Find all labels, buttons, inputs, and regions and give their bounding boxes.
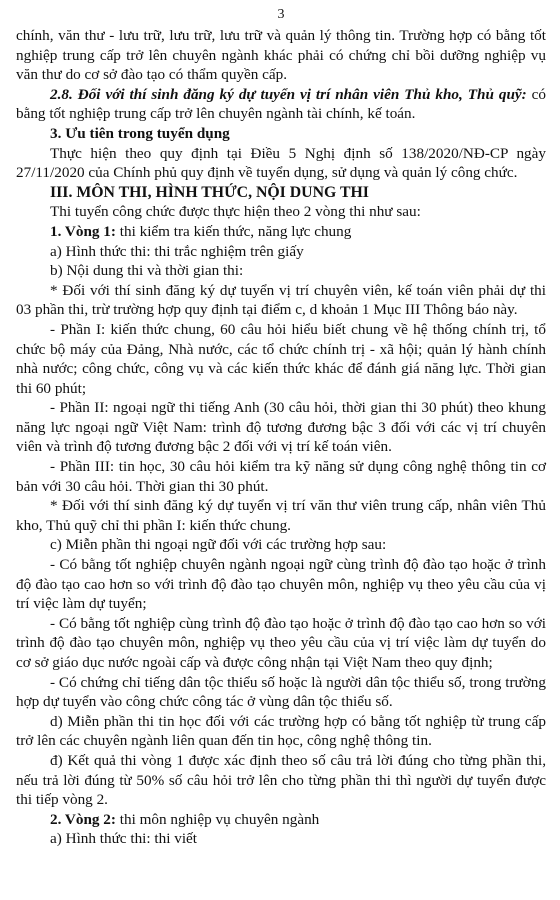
text-segment: a) Hình thức thi: thi trắc nghiệm trên giấy <box>50 242 304 260</box>
text-segment: - Có bằng tốt nghiệp chuyên ngành ngoại ngữ cùng trình độ đào tạo hoặc ở trình độ đào tạo cao hơn so với trình độ đào tạo chuyên môn, nghiệp vụ theo yêu cầu của vị trí việc làm dự tuyển; <box>16 556 546 613</box>
page-number: 3 <box>277 7 285 22</box>
exemption-language-heading <box>16 535 546 555</box>
text-segment: - Có chứng chỉ tiếng dân tộc thiểu số hoặc là người dân tộc thiểu số, trong trường hợp dự tuyển vào công chức công tác ở vùng dân tộc thiểu số. <box>16 673 546 711</box>
document-body <box>16 26 546 849</box>
text-segment: thi kiểm tra kiến thức, năng lực chung <box>115 222 352 240</box>
heading-iii-exam <box>16 183 546 203</box>
round-1-format <box>16 242 546 262</box>
text-segment: - Phần II: ngoại ngữ thi tiếng Anh (30 câu hỏi, thời gian thi 30 phút) theo khung năng lực ngoại ngữ Việt Nam: trình độ tương đương bậc 3 đối với các vị trí chuyên viên và trình độ tương đương bậc 2 đối với vị trí kế toán viên. <box>16 399 546 456</box>
exemption-it-paragraph <box>16 712 546 751</box>
text-segment: đ) Kết quả thi vòng 1 được xác định theo số câu trả lời đúng cho từng phần thi, nếu trả lời đúng từ 50% số câu hỏi trở lên cho từng phần thi thì người dự tuyển được thi tiếp vòng 2. <box>16 751 546 809</box>
round-2-heading <box>16 810 546 830</box>
round-1-heading <box>16 222 546 242</box>
text-segment: 2. Vòng 2: <box>50 810 116 828</box>
text-segment: 3. Ưu tiên trong tuyển dụng <box>50 124 230 142</box>
exemption-item-3 <box>16 673 546 712</box>
part-i-paragraph <box>16 320 546 398</box>
exemption-item-1 <box>16 555 546 614</box>
text-segment: Thực hiện theo quy định tại Điều 5 Nghị định số 138/2020/NĐ-CP ngày 27/11/2020 của Chính phủ quy định về tuyển dụng, sử dụng và quản lý công chức. <box>16 144 546 182</box>
text-segment: chính, văn thư - lưu trữ, lưu trữ, lưu trữ và quản lý thông tin. Trường hợp có bằng tốt nghiệp trung cấp trở lên chuyên ngành khác phải có chứng chỉ bồi dưỡng nghiệp vụ văn thư do cơ sở đào tạo có thẩm quyền cấp. <box>16 27 546 84</box>
text-segment: - Phần I: kiến thức chung, 60 câu hỏi hiểu biết chung về hệ thống chính trị, tổ chức bộ máy của Đảng, Nhà nước, các tổ chức chính trị - xã hội; quản lý hành chính nhà nước; công chức, công vụ và các kiến thức khác để đánh giá năng lực. Thời gian thi 60 phút; <box>16 320 546 397</box>
text-segment: - Có bằng tốt nghiệp cùng trình độ đào tạo hoặc ở trình độ đào tạo cao hơn so với trình độ đào tạo chuyên môn, nghiệp vụ theo yêu cầu của vị trí việc làm dự tuyển do cơ sở giáo dục nước ngoài cấp và được công nhận tại Việt Nam theo quy định; <box>16 614 546 671</box>
text-segment: có bằng tốt nghiệp trung cấp trở lên chuyên ngành tài chính, kế toán. <box>16 85 546 123</box>
note-clerk-paragraph <box>16 496 546 535</box>
exemption-item-2 <box>16 614 546 673</box>
text-segment: b) Nội dung thi và thời gian thi: <box>50 262 244 280</box>
part-iii-paragraph <box>16 457 546 496</box>
part-ii-paragraph <box>16 398 546 457</box>
note-specialist-paragraph <box>16 281 546 320</box>
text-segment: * Đối với thí sinh đăng ký dự tuyển vị trí chuyên viên, kế toán viên phải dự thi 03 phần thi, trừ trường hợp quy định tại điểm c, d khoản 1 Mục III Thông báo này. <box>16 281 546 319</box>
exam-intro-paragraph <box>16 202 546 222</box>
round-2-format <box>16 829 546 849</box>
text-segment: d) Miễn phần thi tin học đối với các trường hợp có bằng tốt nghiệp từ trung cấp trở lên các chuyên ngành liên quan đến tin học, công nghệ thông tin. <box>16 712 546 750</box>
text-segment: - Phần III: tin học, 30 câu hỏi kiểm tra kỹ năng sử dụng công nghệ thông tin cơ bản với 30 câu hỏi. Thời gian thi 30 phút. <box>16 458 546 495</box>
text-segment: Thi tuyển công chức được thực hiện theo 2 vòng thi như sau: <box>50 203 421 221</box>
text-segment: * Đối với thí sinh đăng ký dự tuyển vị trí văn thư viên trung cấp, nhân viên Thủ kho, Thủ quỹ chỉ thi phần I: kiến thức chung. <box>16 497 546 534</box>
continuation-paragraph <box>16 26 546 85</box>
round-1-content-heading <box>16 261 546 281</box>
section-2-8-paragraph <box>16 85 546 124</box>
text-segment: III. MÔN THI, HÌNH THỨC, NỘI DUNG THI <box>50 183 369 201</box>
text-segment: 2.8. Đối với thí sinh đăng ký dự tuyển vị trí nhân viên Thủ kho, Thủ quỹ: <box>50 85 527 103</box>
priority-paragraph <box>16 144 546 183</box>
heading-3-priority <box>16 124 546 144</box>
round-1-result-paragraph <box>16 751 546 810</box>
text-segment: a) Hình thức thi: thi viết <box>50 830 198 848</box>
text-segment: thi môn nghiệp vụ chuyên ngành <box>115 810 320 828</box>
text-segment: 1. Vòng 1: <box>50 222 116 240</box>
text-segment: c) Miễn phần thi ngoại ngữ đối với các trường hợp sau: <box>50 536 387 554</box>
